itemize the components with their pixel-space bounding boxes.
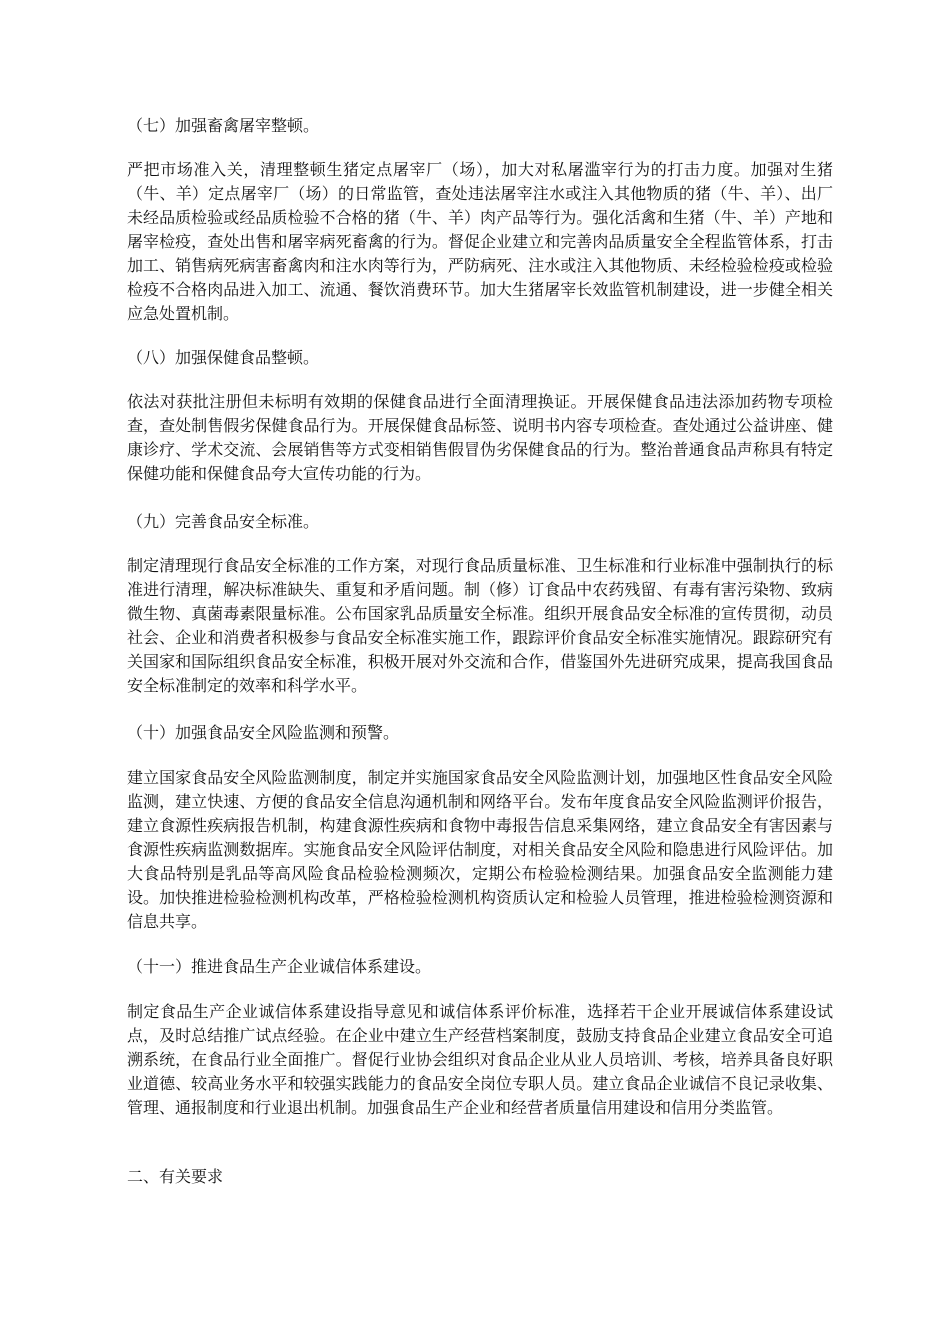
section-body-11: 制定食品生产企业诚信体系建设指导意见和诚信体系评价标准，选择若干企业开展诚信体系建设试点，及时总结推广试点经验。在企业中建立生产经营档案制度，鼓励支持食品企业建立食品安全可追溯系统，在食品行业全面推广。督促行业协会组织对食品企业从业人员培训、考核，培养具备良好职业道德、较高业务水平和较强实践能力的食品安全岗位专职人员。建立食品企业诚信不良记录收集、管理、通报制度和行业退出机制。加强食品生产企业和经营者质量信用建设和信用分类监管。 — [127, 1002, 833, 1117]
section-body-8: 依法对获批注册但未标明有效期的保健食品进行全面清理换证。开展保健食品违法添加药物专项检查，查处制售假劣保健食品行为。开展保健食品标签、说明书内容专项检查。查处通过公益讲座、健康诊疗、学术交流、会展销售等方式变相销售假冒伪劣保健食品的行为。整治普通食品声称具有特定保健功能和保健食品夸大宣传功能的行为。 — [127, 392, 833, 483]
section-heading-10: （十）加强食品安全风险监测和预警。 — [127, 723, 400, 742]
section-heading-7: （七）加强畜禽屠宰整顿。 — [127, 116, 320, 135]
section-body-9: 制定清理现行食品安全标准的工作方案，对现行食品质量标准、卫生标准和行业标准中强制执行的标准进行清理，解决标准缺失、重复和矛盾问题。制（修）订食品中农药残留、有毒有害污染物、致病微生物、真菌毒素限量标准。公布国家乳品质量安全标准。组织开展食品安全标准的宣传贯彻，动员社会、企业和消费者积极参与食品安全标准实施工作，跟踪评价食品安全标准实施情况。跟踪研究有关国家和国际组织食品安全标准，积极开展对外交流和合作，借鉴国外先进研究成果，提高我国食品安全标准制定的效率和科学水平。 — [127, 556, 833, 695]
section-heading-8: （八）加强保健食品整顿。 — [127, 348, 320, 367]
section-heading-11: （十一）推进食品生产企业诚信体系建设。 — [127, 957, 432, 976]
section-body-10: 建立国家食品安全风险监测制度，制定并实施国家食品安全风险监测计划，加强地区性食品安全风险监测，建立快速、方便的食品安全信息沟通机制和网络平台。发布年度食品安全风险监测评价报告，建立食源性疾病报告机制，构建食源性疾病和食物中毒报告信息采集网络，建立食品安全有害因素与食源性疾病监测数据库。实施食品安全风险评估制度，对相关食品安全风险和隐患进行风险评估。加大食品特别是乳品等高风险食品检验检测频次，定期公布检验检测结果。加强食品安全监测能力建设。加快推进检验检测机构改革，严格检验检测机构资质认定和检验人员管理，推进检验检测资源和信息共享。 — [127, 768, 833, 931]
section-heading-9: （九）完善食品安全标准。 — [127, 512, 320, 531]
closing-heading: 二、有关要求 — [127, 1167, 224, 1186]
section-body-7: 严把市场准入关，清理整顿生猪定点屠宰厂（场），加大对私屠滥宰行为的打击力度。加强对生猪（牛、羊）定点屠宰厂（场）的日常监管，查处违法屠宰注水或注入其他物质的猪（牛、羊）、出厂未经品质检验或经品质检验不合格的猪（牛、羊）肉产品等行为。强化活禽和生猪（牛、羊）产地和屠宰检疫，查处出售和屠宰病死畜禽的行为。督促企业建立和完善肉品质量安全全程监管体系，打击加工、销售病死病害畜禽肉和注水肉等行为，严防病死、注水或注入其他物质、未经检验检疫或检验检疫不合格肉品进入加工、流通、餐饮消费环节。加大生猪屠宰长效监管机制建设，进一步健全相关应急处置机制。 — [127, 160, 833, 323]
